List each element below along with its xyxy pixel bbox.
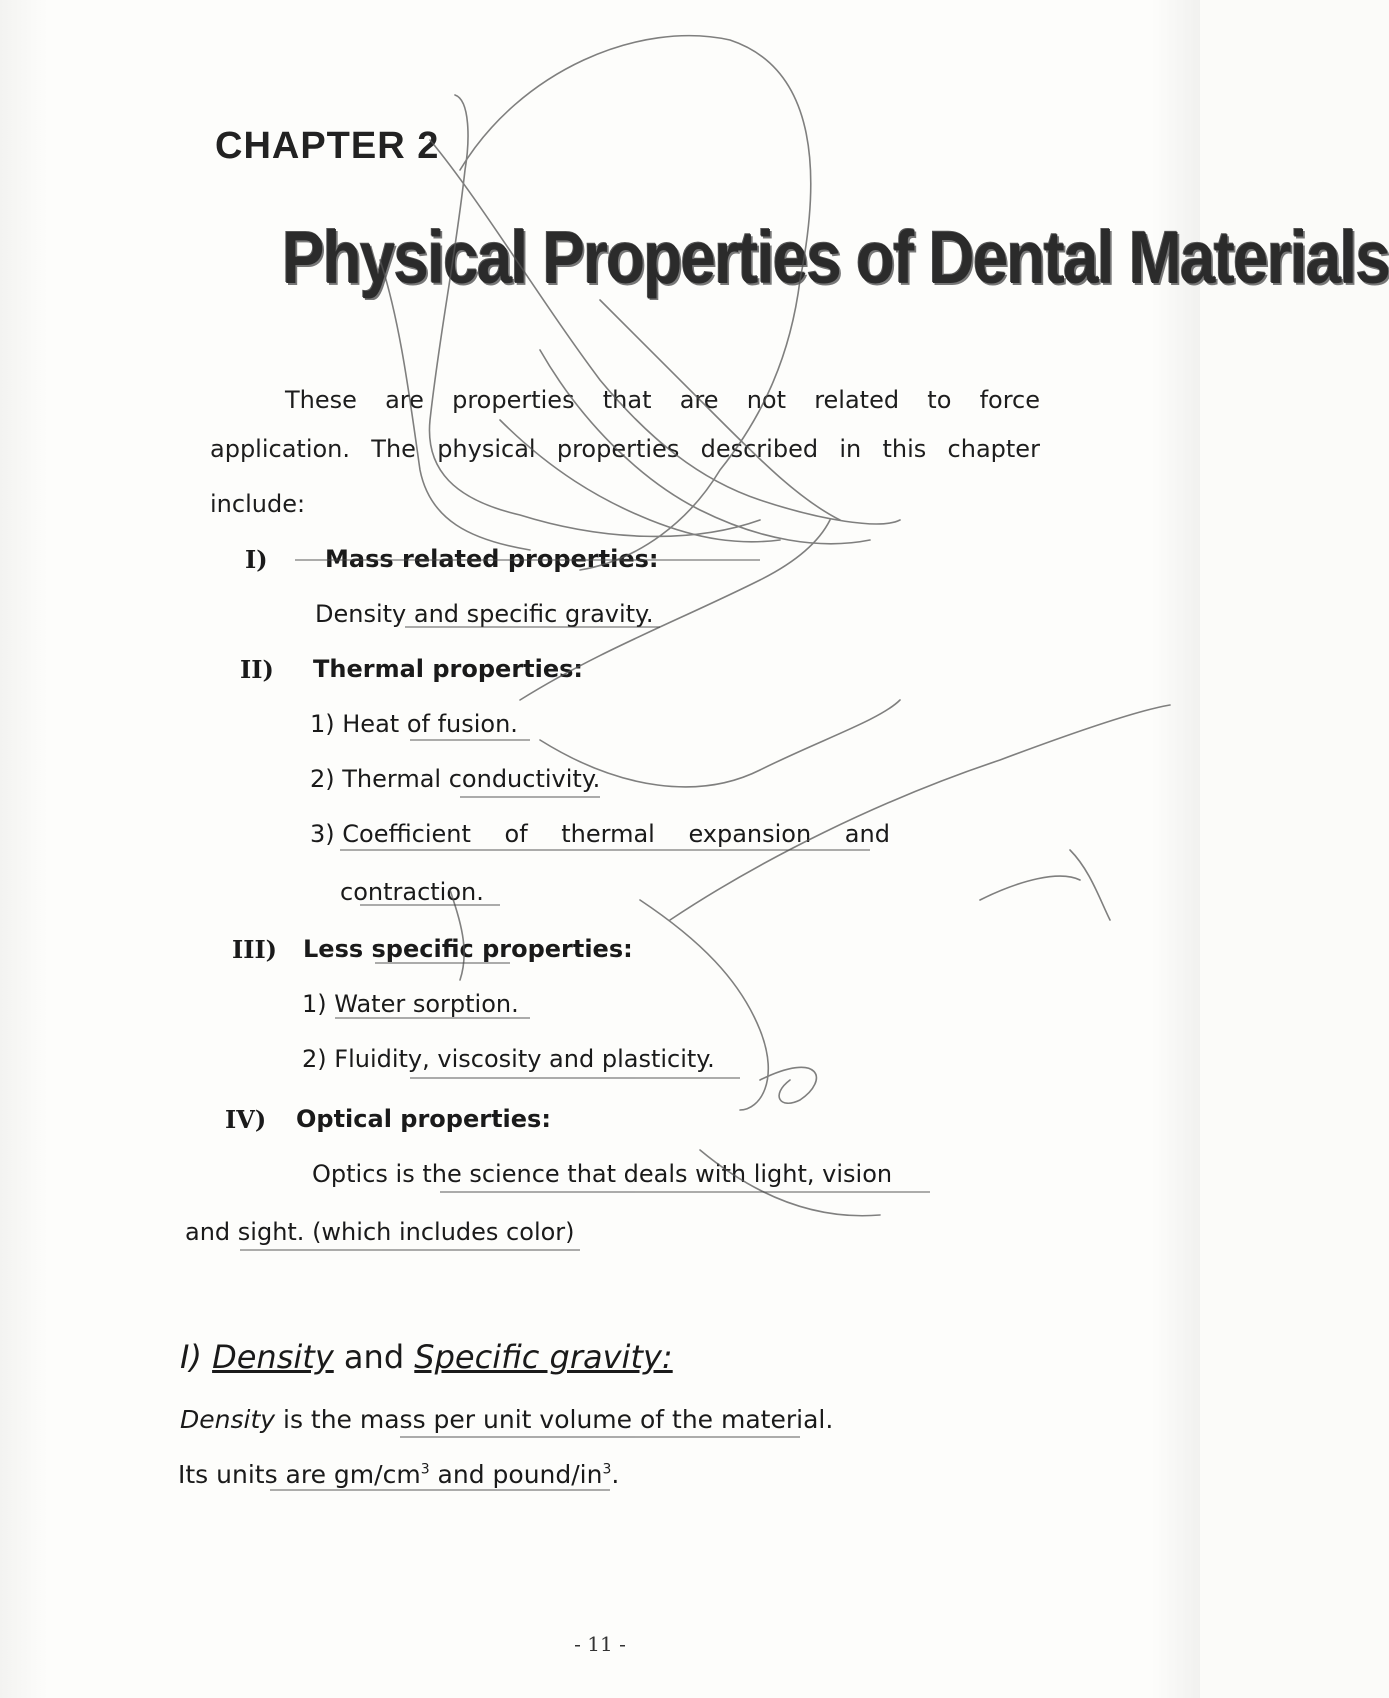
scribble-stroke [760,1067,816,1103]
heading-and: and [333,1338,415,1376]
scribble-stroke [980,850,1110,920]
word: related [814,386,900,414]
word: described [700,435,819,463]
section-heading-thermal: Thermal properties: [313,655,584,683]
word: force [979,386,1040,414]
section-numeral-iii: III) [232,935,278,964]
mass-items: Density and specific gravity. [315,600,654,628]
term-density: Density [180,1405,276,1434]
word: not [746,386,787,414]
heading-density: Density [212,1338,334,1376]
scribble-stroke [430,140,900,524]
word: application. [210,435,351,463]
thermal-item-2: 2) Thermal conductivity. [310,765,601,793]
word: These [285,386,357,414]
word: of [504,820,528,848]
section-numeral: I) [180,1338,202,1376]
word: properties [556,435,680,463]
density-definition [180,1405,833,1434]
definition-text: is the mass per unit volume of the material. [275,1405,834,1434]
units-text: and pound/in [429,1460,603,1489]
thermal-item-3 [310,820,890,848]
intro-line-1 [285,386,1040,414]
density-units [178,1460,619,1489]
word: thermal [561,820,655,848]
chapter-label: CHAPTER 2 [215,125,440,167]
section-heading-less-specific: Less specific properties: [303,935,633,963]
heading-specific-gravity: Specific gravity: [414,1338,673,1376]
word: that [602,386,652,414]
section-numeral-ii: II) [240,655,274,684]
scribble-stroke [460,36,811,570]
word: are [385,386,424,414]
word: this [882,435,927,463]
optical-text-line-1: Optics is the science that deals with light, vision [312,1160,893,1188]
section-numeral-iv: IV) [225,1105,267,1134]
density-section-heading [180,1338,673,1376]
scribble-stroke [429,95,760,536]
units-text: . [611,1460,620,1489]
superscript: 3 [420,1461,430,1478]
scribble-stroke [640,900,768,1110]
scribble-stroke [670,705,1170,920]
units-text: Its units are gm/cm [178,1460,421,1489]
less-specific-item-2: 2) Fluidity, viscosity and plasticity. [302,1045,715,1073]
page-title: Physical Properties of Dental Materials [282,216,1389,299]
word: are [679,386,719,414]
section-heading-mass: Mass related properties: [325,545,659,573]
page-number: - 11 - [574,1632,626,1656]
optical-text-line-2: and sight. (which includes color) [185,1218,575,1246]
word: and [844,820,890,848]
word: 3) Coefficient [310,820,471,848]
thermal-item-3-continued: contraction. [340,878,484,906]
word: The [371,435,416,463]
section-numeral-i: I) [245,545,268,574]
less-specific-item-1: 1) Water sorption. [302,990,519,1018]
word: chapter [947,435,1040,463]
word: physical [437,435,536,463]
word: to [927,386,952,414]
section-heading-optical: Optical properties: [296,1105,551,1133]
word: properties [452,386,575,414]
thermal-item-1: 1) Heat of fusion. [310,710,518,738]
superscript: 3 [602,1461,612,1478]
intro-line-3: include: [210,490,306,518]
intro-line-2 [210,435,1040,463]
word: in [839,435,862,463]
word: expansion [688,820,812,848]
